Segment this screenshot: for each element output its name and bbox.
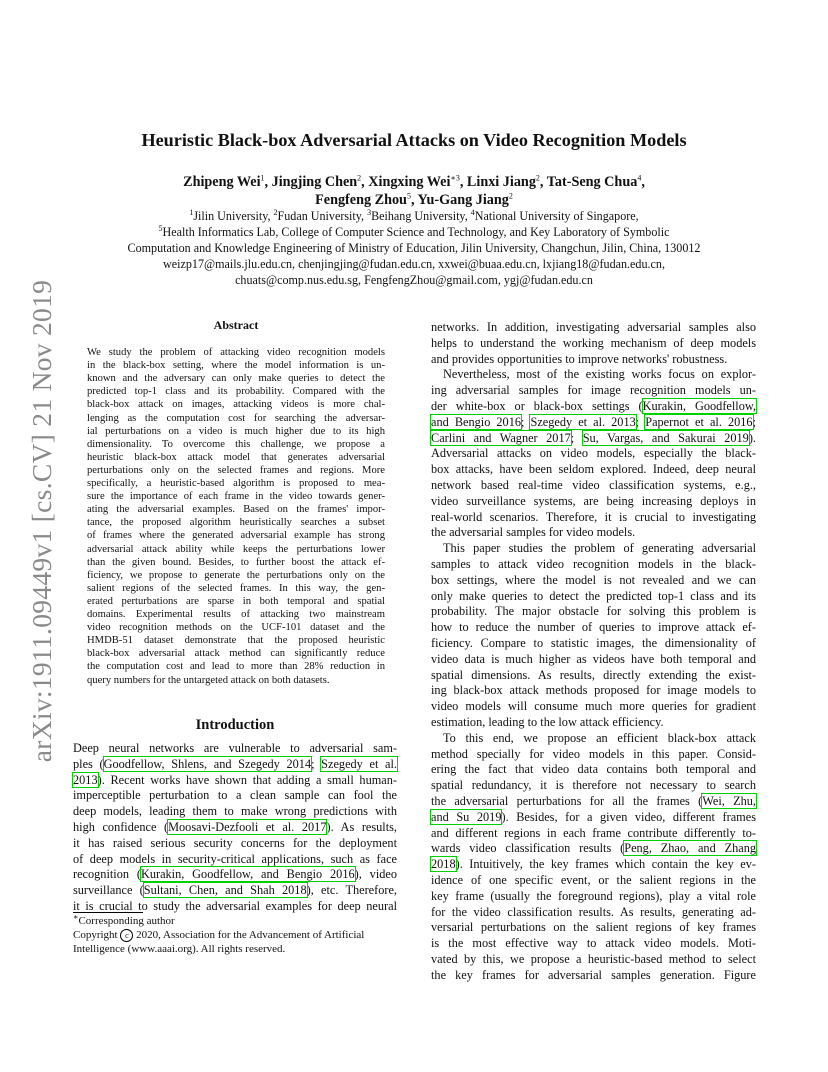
text-span: Adversarial attacks on video models, especially the black- <box>431 446 756 461</box>
abstract-line: ial perturbations on a video is much higher due to its high <box>87 425 385 437</box>
text-span: only make queries to detect the predicted top-1 class and its <box>431 588 756 603</box>
arxiv-watermark <box>20 248 64 793</box>
text-span: ficiency. Compare to statistic images, the dimensionality of <box>431 636 756 650</box>
text-span: spatial dimensions. As results, directly extending the exist- <box>431 667 756 682</box>
author-affiliation-mark: 2 <box>357 173 362 183</box>
text-line <box>431 793 756 809</box>
abstract-line: lenging as the computation cost for searching the adversar- <box>87 412 385 424</box>
text-span: ). As results, <box>326 820 398 834</box>
abstract-line: the computation cost and lead to more than 28% reduction in <box>87 661 385 673</box>
text-line <box>431 904 756 920</box>
text-span: video models will consume much more queries for gradient <box>431 699 756 714</box>
text-span: der white-box or black-box settings ( <box>431 399 643 413</box>
text-line <box>431 603 756 619</box>
citation-link[interactable]: Kurakin, Goodfellow, and Bengio 2016 <box>140 867 355 882</box>
text-span: ; <box>752 414 756 429</box>
text-span: versarial perturbations on the salient regions of key frames <box>431 920 756 935</box>
citation-link[interactable]: Papernot et al. 2016 <box>645 414 753 429</box>
copyright-line-2: Intelligence (www.aaai.org). All rights reserved. <box>73 943 286 955</box>
text-span: video surveillance systems, are being increasing deploys in <box>431 493 756 508</box>
text-span: high confidence ( <box>73 820 169 834</box>
text-span: and provides opportunities to improve networks' robustness. <box>431 351 728 366</box>
text-span: probability. The major obstacle for solving this problem is <box>431 604 756 619</box>
author-name-text: Zhipeng Wei <box>183 174 261 190</box>
text-span: ing adversarial samples for image recognition models un- <box>431 383 756 398</box>
abstract-line: of frames where the generated adversarial example has strong <box>87 530 385 542</box>
text-span: helps to understand the working mechanism of deep models <box>431 335 756 350</box>
text-span: spatial redundancy, it is therefore not necessary to search <box>431 778 756 793</box>
author-name-text: Yu-Gang Jiang <box>417 192 509 208</box>
text-span: box attacks, have been seldom explored. Indeed, deep neural <box>431 462 756 477</box>
text-span: samples to attack video recognition models in the black- <box>431 557 756 571</box>
text-span: key frame (usually the foreground regions), play a vital role <box>431 888 756 903</box>
author-name: Zhipeng Wei$^1$, <box>183 173 272 190</box>
text-span: ; <box>521 414 531 429</box>
abstract-line: known and the adversary can only make queries to detect the <box>87 373 385 385</box>
affiliation-line-2 <box>60 224 768 240</box>
text-span: ), video <box>354 867 397 882</box>
citation-link[interactable]: and Su 2019 <box>431 809 502 824</box>
citation-link[interactable]: Sultani, Chen, and Shah 2018 <box>143 883 307 898</box>
author-name-text: Tat-Seng Chua <box>546 174 638 190</box>
abstract-line: black-box attack on images, attacking videos is more chal- <box>87 399 385 411</box>
text-span: ; <box>311 756 322 771</box>
paper-title: Heuristic Black-box Adversarial Attacks on Video Recognition Models <box>141 130 687 150</box>
text-line <box>431 667 756 683</box>
citation-link[interactable]: Su, Vargas, and Sakurai 2019 <box>582 430 749 445</box>
text-line <box>443 366 756 382</box>
footnote-rule <box>73 912 143 913</box>
text-line <box>431 856 756 872</box>
text-span: ering the fact that video data contains both temporal and <box>431 762 756 777</box>
text-line <box>431 319 756 335</box>
text-line <box>73 756 397 772</box>
text-line <box>431 951 756 967</box>
text-span: method specially for video models in this paper. Consid- <box>431 746 756 761</box>
text-span: vated by this, we propose a heuristic-based method to select <box>431 952 756 966</box>
abstract-line: adversarial attack ability while keeps the perturbations lower <box>87 543 385 555</box>
text-span: the adversarial perturbations for all the frames ( <box>431 794 703 808</box>
text-line <box>431 746 756 762</box>
author-name <box>418 192 513 208</box>
text-span: recognition ( <box>73 867 141 882</box>
text-span: Deep neural networks are vulnerable to adversarial sam- <box>73 741 397 755</box>
footnote-text: Corresponding author <box>78 915 175 927</box>
text-line <box>431 414 756 430</box>
text-span: deep models, leading them to make wrong predictions with <box>73 804 397 819</box>
author-affiliation-mark: 2 <box>508 191 513 201</box>
text-span: video data is much higher as videos have both temporal and <box>431 651 756 666</box>
abstract-line: in the black-box setting, where the model information is un- <box>87 360 385 372</box>
text-line <box>431 761 756 777</box>
abstract-heading: Abstract <box>213 318 259 332</box>
citation-link[interactable]: Carlini and Wagner 2017 <box>431 430 571 445</box>
text-line <box>431 461 756 477</box>
abstract-line: query numbers for the untargeted attack on both datasets. <box>87 674 330 686</box>
text-line <box>73 787 397 803</box>
abstract-line: than the given bound. Besides, to further boost the attack ef- <box>87 556 385 568</box>
citation-link[interactable]: Wei, Zhu, <box>702 794 756 808</box>
author-list-line-2 <box>80 191 748 209</box>
abstract-line: sure the importance of each frame in the video towards gener- <box>87 491 385 503</box>
copyright-symbol: c <box>120 929 133 942</box>
text-line <box>431 919 756 935</box>
text-line <box>73 740 397 756</box>
text-line <box>431 935 756 951</box>
abstract-line: perturbations only on the selected frames and regions. More <box>87 464 385 476</box>
text-line <box>73 866 397 882</box>
text-line <box>431 524 756 540</box>
email-line-1: weizp17@mails.jlu.edu.cn, chenjingjing@fudan.edu.cn, xxwei@buaa.edu.cn, lxjiang18@fudan.edu.cn, <box>163 257 665 271</box>
text-line <box>431 351 756 367</box>
author-name: Fengfeng Zhou$^5$, <box>315 191 418 208</box>
author-name-text: Fengfeng Zhou <box>315 192 407 208</box>
affiliation-line-1 <box>60 208 768 224</box>
text-line <box>431 588 756 604</box>
text-line <box>431 619 756 635</box>
text-span: Nevertheless, most of the existing works focus on explor- <box>443 367 756 382</box>
text-line <box>431 809 756 825</box>
text-span: how to reduce the number of queries to improve attack ef- <box>431 620 756 635</box>
affiliation-mark: 2 <box>273 207 278 217</box>
affiliation-text: Health Informatics Lab, College of Computer Science and Technology, and Key Laboratory of Symbolic <box>162 225 670 239</box>
text-line <box>431 967 756 983</box>
text-line <box>443 540 756 556</box>
affiliation-mark: 4 <box>470 207 475 217</box>
footnote-corresponding <box>73 914 403 928</box>
abstract-line: heuristic black-box attack model that generates adversarial <box>87 451 385 463</box>
affiliation-mark: 5 <box>158 223 163 233</box>
citation-link[interactable]: 2013 <box>73 772 98 787</box>
text-line <box>431 430 756 446</box>
text-span: it is crucial to study the adversarial examples for deep neural <box>73 899 397 913</box>
text-line <box>431 714 756 730</box>
text-span: networks. In addition, investigating adversarial samples also <box>431 320 756 334</box>
author-affiliation-mark: 5 <box>406 191 411 201</box>
affiliation-mark: 3 <box>367 207 372 217</box>
arxiv-id: arXiv:1911.09449v1 [cs.CV] 21 Nov 2019 <box>26 279 57 762</box>
citation-link[interactable]: Peng, Zhao, and Zhang <box>624 841 757 856</box>
text-span: ing black-box attack methods proposed for image models to <box>431 683 756 698</box>
text-line <box>73 835 397 851</box>
text-span: wards video classification results ( <box>431 841 625 856</box>
author-affiliation-mark: 4 <box>637 173 642 183</box>
copyright-prefix: Copyright <box>73 929 118 941</box>
text-span: To this end, we propose an efficient black-box attack <box>443 730 756 745</box>
text-span: of deep models in security-critical applications, such as face <box>73 851 397 866</box>
abstract-line: HMDB-51 dataset demonstrate that the proposed heuristic <box>87 635 385 647</box>
abstract-line: salient regions of the selected frames. In this way, the gen- <box>87 582 385 594</box>
abstract-line: video recognition methods on the UCF-101 dataset and the <box>87 622 385 634</box>
text-line <box>431 840 756 856</box>
text-line <box>73 772 397 788</box>
text-span: This paper studies the problem of generating adversarial <box>443 541 756 556</box>
abstract-line: specifically, a heuristic-based algorithm is proposed to mea- <box>87 478 385 489</box>
text-span: idence of one specific event, or the salient regions in the <box>431 873 756 887</box>
text-span: ), etc. Therefore, <box>306 883 397 898</box>
text-span: the key frames for adversarial samples generation. Figure <box>431 967 756 982</box>
text-line <box>431 382 756 398</box>
text-line <box>431 682 756 698</box>
text-line <box>73 851 397 867</box>
text-line <box>431 572 756 588</box>
author-affiliation-mark: 2 <box>535 173 540 183</box>
affiliation-text: Beihang University, <box>371 209 471 223</box>
affiliation-text: National University of Singapore, <box>474 209 639 223</box>
author-name-text: Linxi Jiang <box>466 174 536 190</box>
citation-link[interactable]: Szegedy et al. 2013 <box>530 414 636 429</box>
author-name: Linxi Jiang$^2$, <box>466 173 547 190</box>
citation-link[interactable]: and Bengio 2016 <box>431 414 521 429</box>
abstract-line: ficiency, we propose to generate the perturbations only on the <box>87 569 385 581</box>
introduction-heading: Introduction <box>195 717 275 733</box>
author-list-line-1 <box>80 173 748 191</box>
text-span: it has raised serious security concerns for the deployment <box>73 835 397 850</box>
author-name-text: Xingxing Wei <box>368 174 451 190</box>
text-span: for the video classification results. As results, generating ad- <box>431 904 756 919</box>
text-span: and different regions in each frame contribute differently to- <box>431 825 756 840</box>
text-span: ; <box>570 430 583 445</box>
text-line <box>431 477 756 493</box>
text-span: ). Intuitively, the key frames which contain the key ev- <box>455 857 756 872</box>
abstract-line: tance, the proposed algorithm heuristically searches a subset <box>87 517 385 529</box>
text-span: box settings, where the model is not revealed and we can <box>431 572 756 587</box>
text-line <box>431 777 756 793</box>
email-line-2: chuats@comp.nus.edu.sg, FengfengZhou@gmail.com, ygj@fudan.edu.cn <box>235 273 593 287</box>
abstract-line: predicted top-1 class and its probability. Compared with the <box>87 386 385 398</box>
affiliation-text: Jilin University, <box>193 209 274 223</box>
text-line <box>431 493 756 509</box>
text-span: ; <box>635 414 646 429</box>
text-span: surveillance ( <box>73 883 144 898</box>
abstract-line: We study the problem of attacking video recognition models <box>87 347 385 358</box>
text-line <box>431 635 756 651</box>
text-line <box>431 825 756 841</box>
text-line <box>431 335 756 351</box>
author-affiliation-mark: 1 <box>260 173 265 183</box>
text-line <box>431 398 756 414</box>
citation-link[interactable]: Moosavi-Dezfooli et al. 2017 <box>168 820 327 834</box>
citation-link[interactable]: Goodfellow, Shlens, and Szegedy 2014 <box>103 756 312 771</box>
text-span: ). Recent works have shown that adding a small human- <box>97 772 397 787</box>
text-span: real-world scenarios. Therefore, it is crucial to investigating <box>431 509 756 524</box>
text-line <box>73 882 397 898</box>
text-line <box>431 888 756 904</box>
text-line <box>431 651 756 667</box>
author-affiliation-mark: ∗3 <box>450 173 460 183</box>
affiliation-mark: 1 <box>189 207 194 217</box>
text-line <box>73 819 397 835</box>
text-span: network based real-time video classification systems, e.g., <box>431 478 756 492</box>
author-name: Jingjing Chen$^2$, <box>271 173 369 190</box>
citation-link[interactable]: 2018 <box>431 857 456 872</box>
text-span: is the most effective way to attack video models. Moti- <box>431 936 756 951</box>
footnote-mark: ∗ <box>73 912 79 922</box>
affiliation-text: Fudan University, <box>277 209 368 223</box>
text-line <box>431 556 756 572</box>
abstract-line: dimensionality. To overcome this challenge, we propose a <box>87 438 385 450</box>
text-line <box>431 509 756 525</box>
abstract-line: ating the adversarial examples. Based on the frames' impor- <box>87 504 385 516</box>
abstract-line: domains. Experimental results of attacking two mainstream <box>87 609 385 620</box>
text-span: ). Besides, for a given video, different frames <box>501 809 756 824</box>
author-name: Tat-Seng Chua$^4$, <box>546 173 645 190</box>
affiliation-line-3: Computation and Knowledge Engineering of Ministry of Education, Jilin University, Changchun, Jilin, China, 130012 <box>127 241 701 255</box>
abstract-line: black-box adversarial attack method can significantly reduce <box>87 648 385 660</box>
abstract-line: erated perturbations are sparse in both temporal and spatial <box>87 595 385 607</box>
text-line <box>443 730 756 746</box>
text-span: estimation, leading to the low attack efficiency. <box>431 715 664 729</box>
text-line <box>431 698 756 714</box>
text-span: the adversarial samples for video models. <box>431 525 636 540</box>
citation-link[interactable]: Szegedy et al. <box>321 756 397 771</box>
copyright-line-1 <box>73 928 403 942</box>
citation-link[interactable]: Kurakin, Goodfellow, <box>642 399 757 413</box>
text-line <box>73 803 397 819</box>
copyright-text: 2020, Association for the Advancement of Artificial <box>136 929 365 941</box>
text-span: imperceptible perturbation to a clean sample can fool the <box>73 788 397 803</box>
author-name: Xingxing Wei$^{∗3}$, <box>368 173 467 190</box>
text-span: ples ( <box>73 756 104 771</box>
text-span: ). <box>748 430 756 445</box>
text-line <box>431 872 756 888</box>
text-line <box>431 445 756 461</box>
author-name-text: Jingjing Chen <box>271 174 358 190</box>
